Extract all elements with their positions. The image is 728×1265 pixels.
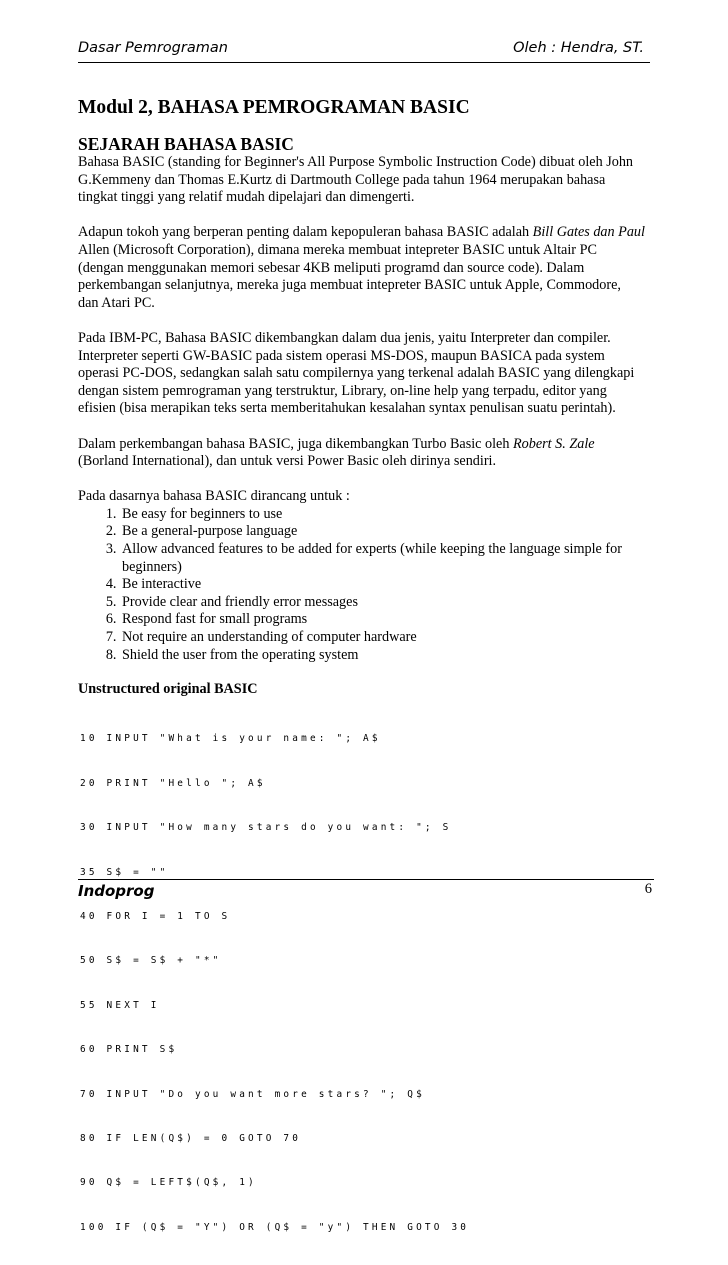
code-line: 20 PRINT "Hello "; A$	[80, 777, 266, 789]
code-line: 90 Q$ = LEFT$(Q$, 1)	[80, 1177, 257, 1189]
list-item: 3. Allow advanced features to be added for experts (while keeping the language simple for beginners)	[120, 541, 652, 576]
text-line: (Borland International), dan untuk versi Power Basic oleh dirinya sendiri.	[78, 453, 497, 470]
text-line: Interpreter seperti GW-BASIC pada sistem operasi MS-DOS, maupun BASICA pada system	[78, 347, 605, 364]
text-line: perkembangan selanjutnya, mereka juga membuat intepreter BASIC untuk Apple, Commodore,	[78, 277, 621, 294]
code-line: 60 PRINT S$	[80, 1044, 178, 1056]
text-line: efisien (bisa merapikan teks serta memberitahukan kesalahan syntax penulisan suatu perintah).	[78, 400, 616, 417]
module-title: Modul 2, BAHASA PEMROGRAMAN BASIC	[78, 97, 470, 118]
list-item: 5. Provide clear and friendly error messages	[120, 594, 652, 612]
text-fragment: Dalam perkembangan bahasa BASIC, juga dikembangkan Turbo Basic oleh	[78, 435, 513, 452]
code-line: 100 IF (Q$ = "Y") OR (Q$ = "y") THEN GOTO 30	[80, 1221, 470, 1233]
header-author: Oleh : Hendra, ST.	[513, 40, 644, 56]
code-line: 55 NEXT I	[80, 999, 160, 1011]
paragraph-history	[78, 154, 652, 207]
code-line: 40 FOR I = 1 TO S	[80, 910, 231, 922]
code-line: 70 INPUT "Do you want more stars? "; Q$	[80, 1088, 425, 1100]
page-footer	[78, 879, 654, 906]
list-item: 8. Shield the user from the operating system	[120, 647, 652, 665]
footer-brand: Indoprog	[78, 882, 155, 900]
text-line	[78, 436, 652, 454]
text-line: tingkat tinggi yang relatif mudah dipelajari dan dimengerti.	[78, 189, 415, 206]
section-title: SEJARAH BAHASA BASIC	[78, 134, 294, 154]
code-line: 10 INPUT "What is your name: "; A$	[80, 733, 381, 745]
text-line: (dengan menggunakan memori sebesar 4KB meliputi programd dan source code). Dalam	[78, 259, 585, 276]
goals-intro: Pada dasarnya bahasa BASIC dirancang untuk :	[78, 488, 350, 505]
code-line: 50 S$ = S$ + "*"	[80, 955, 222, 967]
code-line: 80 IF LEN(Q$) = 0 GOTO 70	[80, 1132, 302, 1144]
text-line: G.Kemmeny dan Thomas E.Kurtz di Dartmouth College pada tahun 1964 merupakan bahasa	[78, 171, 606, 188]
text-line: Allen (Microsoft Corporation), dimana mereka membuat intepreter BASIC untuk Altair PC	[78, 241, 597, 258]
page-number: 6	[644, 881, 652, 897]
paragraph-key-figures	[78, 224, 652, 312]
emphasis-name: Robert S. Zale	[513, 435, 595, 452]
paragraph-ibm-pc	[78, 330, 652, 418]
text-line: Pada IBM-PC, Bahasa BASIC dikembangkan dalam dua jenis, yaitu Interpreter dan compiler.	[78, 329, 611, 346]
list-item: 6. Respond fast for small programs	[120, 611, 652, 629]
text-line: Bahasa BASIC (standing for Beginner's All Purpose Symbolic Instruction Code) dibuat oleh John	[78, 154, 634, 170]
list-item: 1. Be easy for beginners to use	[120, 506, 652, 524]
code-title: Unstructured original BASIC	[78, 681, 258, 698]
emphasis-names: Bill Gates dan Paul	[532, 224, 645, 241]
header-course-title: Dasar Pemrograman	[78, 40, 228, 56]
list-item: 4. Be interactive	[120, 576, 652, 594]
page-body	[78, 96, 652, 1265]
text-line	[78, 224, 652, 242]
page-header	[78, 38, 650, 63]
paragraph-turbo-basic	[78, 436, 652, 471]
code-listing	[78, 703, 652, 1265]
text-line: dengan sistem pemrograman yang terstruktur, Library, on-line help yang terpadu, editor yang	[78, 382, 607, 399]
list-item: 2. Be a general-purpose language	[120, 523, 652, 541]
code-line: 30 INPUT "How many stars do you want: "; S	[80, 822, 452, 834]
text-line: dan Atari PC.	[78, 294, 155, 311]
text-line: operasi PC-DOS, sedangkan salah satu compilernya yang terkenal adalah BASIC yang dilengkapi	[78, 365, 635, 382]
list-item: 7. Not require an understanding of computer hardware	[120, 629, 652, 647]
text-fragment: Adapun tokoh yang berperan penting dalam kepopuleran bahasa BASIC adalah	[78, 224, 533, 241]
code-line: 35 S$ = ""	[80, 866, 169, 878]
goals-list	[78, 506, 652, 664]
